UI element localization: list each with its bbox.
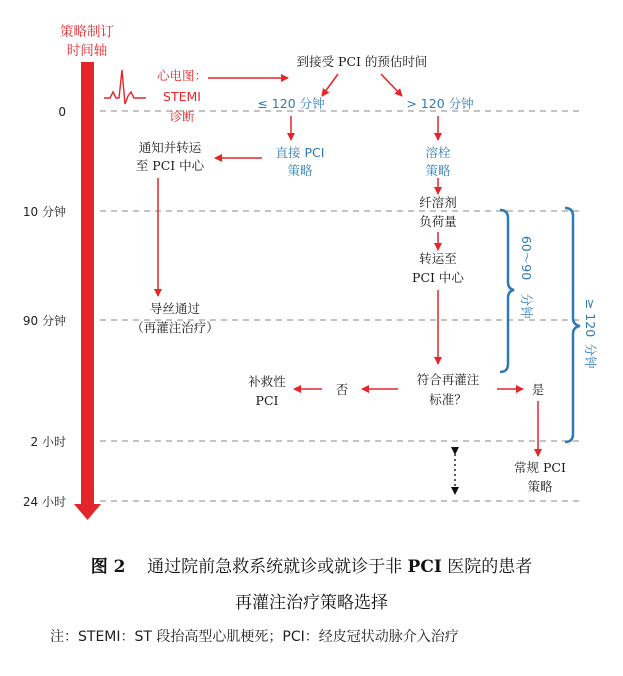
- gt120-label: > 120 分钟: [406, 96, 474, 111]
- criteria-line1: 符合再灌注: [416, 372, 480, 387]
- bracket-ge120-label: ≥ 120: [583, 298, 598, 338]
- caption-text-part2: 医院的患者: [447, 557, 533, 577]
- axis-title-line2: 时间轴: [66, 43, 108, 59]
- thrombolysis-line1: 溶栓: [425, 145, 451, 160]
- rescue-pci-line2: PCI: [255, 393, 279, 408]
- routine-pci-line2: 策略: [527, 479, 553, 494]
- axis-title-line1: 策略制订: [60, 24, 114, 40]
- guidewire-line2: （再灌注治疗）: [131, 320, 219, 335]
- time-label-2h: 2 小时: [30, 435, 66, 449]
- yes-label: 是: [531, 382, 545, 397]
- no-label: 否: [335, 382, 349, 397]
- ecg-waveform-icon: [104, 70, 146, 104]
- transfer-line2: PCI 中心: [412, 270, 464, 285]
- ecg-label-line2: STEMI: [163, 89, 201, 104]
- figure-caption-line1: [0, 552, 623, 577]
- transfer-line1: 转运至: [419, 251, 457, 266]
- arrow-to-gt120: [381, 74, 402, 96]
- figure-caption-line2: 再灌注治疗策略选择: [235, 593, 388, 613]
- criteria-line2: 标准？: [429, 392, 467, 407]
- bracket-60-90-min: [500, 210, 514, 372]
- bracket-ge120-unit: 分钟: [583, 343, 598, 369]
- fibrinolytic-line2: 负荷量: [419, 214, 457, 229]
- estimate-time-node: 到接受 PCI 的预估时间: [296, 54, 428, 69]
- time-label-0: 0: [58, 105, 66, 119]
- caption-text-part1: 通过院前急救系统就诊或就诊于非: [147, 557, 403, 577]
- time-label-10min: 10 分钟: [22, 205, 66, 219]
- routine-pci-line1: 常规 PCI: [514, 460, 566, 475]
- bracket-60-90-label: 60～90: [519, 235, 534, 281]
- le120-label: ≤ 120 分钟: [257, 96, 325, 111]
- caption-text-bold: PCI: [407, 557, 442, 577]
- thrombolysis-line2: 策略: [425, 163, 451, 178]
- guidewire-line1: 导丝通过: [149, 301, 201, 316]
- arrow-to-le120: [322, 74, 338, 96]
- ecg-label-line1: 心电图：: [156, 68, 208, 83]
- bracket-60-90-unit: 分钟: [519, 293, 534, 319]
- time-label-90min: 90 分钟: [22, 314, 66, 328]
- fibrinolytic-line1: 纤溶剂: [419, 195, 457, 210]
- time-axis-arrowhead: [74, 504, 101, 520]
- direct-pci-line1: 直接 PCI: [275, 145, 325, 160]
- direct-pci-line2: 策略: [287, 163, 313, 178]
- figure-note: 注：STEMI：ST 段抬高型心肌梗死；PCI：经皮冠状动脉介入治疗: [50, 629, 459, 645]
- time-label-24h: 24 小时: [22, 495, 66, 509]
- notify-transfer-line1: 通知并转运: [138, 140, 202, 155]
- bracket-ge120-min: [565, 208, 580, 442]
- rescue-pci-line1: 补救性: [248, 374, 286, 389]
- ecg-label-line3: 诊断: [169, 109, 195, 124]
- figure-label: 图 2: [90, 557, 126, 577]
- notify-transfer-line2: 至 PCI 中心: [135, 158, 205, 173]
- time-axis-bar: [81, 62, 94, 506]
